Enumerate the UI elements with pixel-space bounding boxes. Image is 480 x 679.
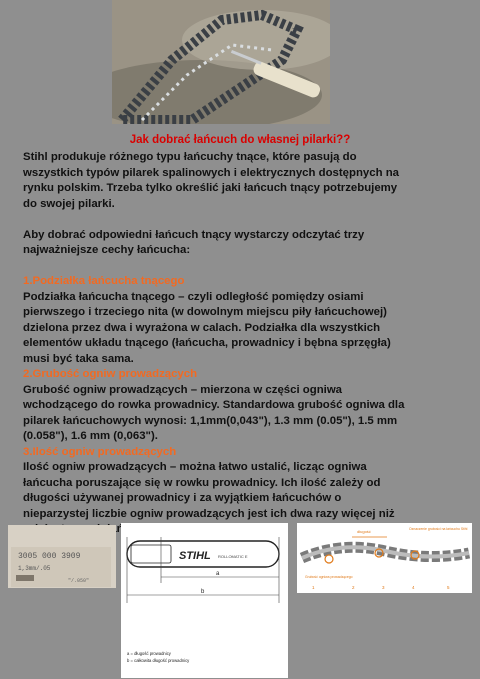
section-line: dzielona przez dwa i wyrażona w calach. Podziałka dla wszystkich (23, 321, 381, 334)
bar-label-photo (8, 525, 116, 588)
chain-diagram (297, 523, 472, 593)
dimension-b-label: b (201, 589, 205, 595)
chain-num-3: 3 (382, 585, 385, 590)
dimension-a-label: a (216, 571, 220, 577)
section-line: (0.058"), 1.6 mm (0,063"). (23, 430, 158, 442)
hero-photo-chain-file (112, 0, 330, 124)
chain-num-5: 5 (447, 585, 450, 590)
lead-line: najważniejsze cechy łańcucha: (23, 244, 191, 256)
bar-brand-text: STIHL (179, 550, 211, 562)
section-line: pilarek łańcuchowych wynosi: 1,1mm(0,043"), 1.3 mm (0.05"), 1.5 mm (23, 414, 398, 427)
section-heading-gauge: 2.Grubość ogniw prowadzących (23, 368, 198, 380)
bar-gauge-text-2: "/.050" (68, 578, 90, 584)
page-title: Jak dobrać łańcuch do własnej pilarki?? (129, 134, 351, 146)
legend-b: b = całkowita długość prowadnicy (127, 658, 190, 663)
legend-a: a = długość prowadnicy (127, 651, 171, 656)
section-line: długości używanej prowadnicy i za wyjątkiem łańcuchów o (23, 492, 342, 504)
chain-num-2: 2 (352, 585, 355, 590)
chain-num-4: 4 (412, 585, 415, 590)
intro-line: Stihl produkuje różnego typu łańcuchy tnące, które pasują do (23, 151, 357, 163)
section-line: pierwszego i trzeciego nita (w dowolnym miejscu piły łańcuchowej) (23, 306, 387, 318)
intro-line: wszystkich typów pilarek spalinowych i elektrycznych dostępnych na (23, 166, 400, 179)
section-line: łańcucha poruszające się w rowku prowadnicy. Ich ilość zależy od (23, 476, 381, 489)
section-line: musi być taka sama. (23, 352, 134, 365)
section-line: wchodzącego do rowka prowadnicy. Standardowa grubość ogniwa dla (23, 399, 405, 411)
chain-num-1: 1 (312, 585, 315, 590)
bar-gauge-text: 1,3mm/.05 (18, 565, 51, 572)
lead-line: Aby dobrać odpowiedni łańcuch tnący wystarczy odczytać trzy (23, 228, 365, 241)
section-heading-drive-links: 3.Ilość ogniw prowadzących (23, 445, 177, 458)
chain-gauge-mark-label: Oznaczenie grubości na łańcuchu Stihl (409, 527, 468, 531)
section-line: Grubość ogniw prowadzących – mierzona w części ogniwa (23, 383, 343, 396)
article-body (23, 150, 463, 538)
section-line: Ilość ogniw prowadzących – można łatwo ustalić, licząc ogniwa (23, 461, 367, 473)
guide-bar-diagram (121, 523, 288, 678)
section-line: elementów układu tnącego (łańcucha, prowadnicy i bębna sprzęgła) (23, 337, 391, 349)
section-heading-pitch: 1.Podziałka łańcucha tnącego (23, 275, 185, 287)
section-line: Podziałka łańcucha tnącego – czyli odległość pomiędzy osiami (23, 290, 364, 303)
section-line: nieparzystej liczbie ogniw prowadzących jest ich dwa razy więcej niż (23, 507, 395, 520)
bar-model-text: ROLLOMATIC E (218, 554, 248, 559)
intro-line: do swojej pilarki. (23, 197, 115, 210)
intro-line: rynku polskim. Trzeba tylko określić jaki łańcuch tnący potrzebujemy (23, 182, 398, 194)
chain-length-label: długość (357, 529, 371, 534)
chain-drive-link-label: Grubość ogniwa prowadzącego (305, 575, 353, 579)
bar-code-text: 3005 000 3909 (18, 552, 81, 561)
